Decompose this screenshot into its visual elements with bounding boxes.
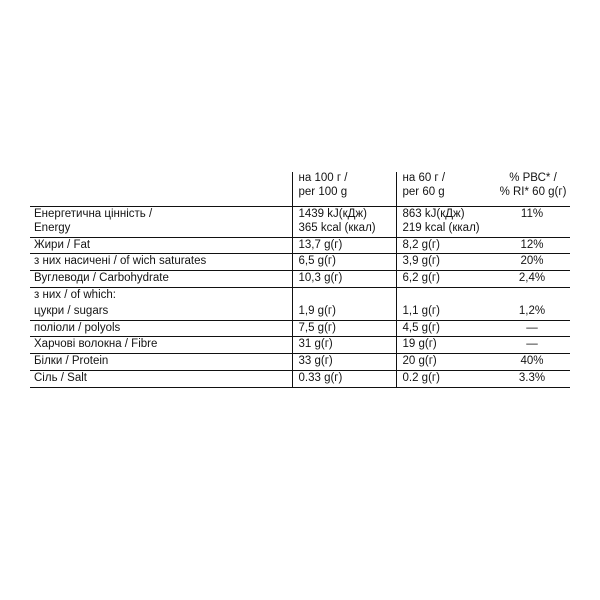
row-value-per-100g xyxy=(292,207,396,238)
table-row xyxy=(30,237,570,254)
row-value-line2: 219 kcal (ккал) xyxy=(402,221,480,234)
table-row xyxy=(30,254,570,271)
header-per-100g-line1: на 100 г / xyxy=(298,172,348,184)
row-label-line2: Energy xyxy=(34,221,71,234)
row-value-ri: 11% xyxy=(492,207,570,238)
header-ri-line2: % RI* 60 g(г) xyxy=(499,185,567,198)
table-row xyxy=(30,354,570,371)
row-value-per-60g: 19 g(г) xyxy=(396,337,492,354)
header-ri-line1: % РВС* / xyxy=(509,172,557,184)
row-value-ri: 1,2% xyxy=(492,304,570,320)
row-value-per-60g: 4,5 g(г) xyxy=(396,320,492,337)
header-cell-name xyxy=(30,172,292,207)
row-value-per-60g: 1,1 g(г) xyxy=(396,304,492,320)
row-value-line2: 365 kcal (ккал) xyxy=(298,221,376,234)
row-value-per-100g: 7,5 g(г) xyxy=(292,320,396,337)
row-label-protein: Білки / Protein xyxy=(30,354,292,371)
row-label-fat: Жири / Fat xyxy=(30,237,292,254)
table-row xyxy=(30,304,570,320)
row-label-sugars: цукри / sugars xyxy=(30,304,292,320)
header-per-60g-line2: per 60 g xyxy=(402,185,445,198)
row-label-carbohydrate: Вуглеводи / Carbohydrate xyxy=(30,271,292,288)
row-value-per-100g: 13,7 g(г) xyxy=(292,237,396,254)
row-value-per-60g: 3,9 g(г) xyxy=(396,254,492,271)
row-value-per-100g: 6,5 g(г) xyxy=(292,254,396,271)
table-row xyxy=(30,271,570,288)
row-value-line1: 1439 kJ(кДж) xyxy=(298,208,367,220)
header-cell-per-100g xyxy=(292,172,396,207)
row-value-per-100g: 31 g(г) xyxy=(292,337,396,354)
row-value-per-60g xyxy=(396,287,492,303)
row-value-per-100g: 0.33 g(г) xyxy=(292,370,396,387)
row-value-ri xyxy=(492,287,570,303)
row-value-ri: 20% xyxy=(492,254,570,271)
row-value-per-60g: 20 g(г) xyxy=(396,354,492,371)
row-value-ri: 12% xyxy=(492,237,570,254)
nutrition-table xyxy=(30,172,570,388)
row-label-line1: Енергетична цінність / xyxy=(34,208,153,220)
table-header-row xyxy=(30,172,570,207)
row-value-ri: 2,4% xyxy=(492,271,570,288)
header-per-60g-line1: на 60 г / xyxy=(402,172,446,184)
row-value-ri: — xyxy=(492,320,570,337)
row-value-ri: 40% xyxy=(492,354,570,371)
row-value-per-60g xyxy=(396,207,492,238)
table-row xyxy=(30,287,570,303)
row-value-per-100g: 10,3 g(г) xyxy=(292,271,396,288)
row-value-ri: — xyxy=(492,337,570,354)
row-value-ri: 3.3% xyxy=(492,370,570,387)
row-label-energy xyxy=(30,207,292,238)
header-per-100g-line2: per 100 g xyxy=(298,185,348,198)
row-label-salt: Сіль / Salt xyxy=(30,370,292,387)
nutrition-table-container xyxy=(30,172,570,388)
row-label-polyols: поліоли / polyols xyxy=(30,320,292,337)
row-value-per-100g: 1,9 g(г) xyxy=(292,304,396,320)
table-row xyxy=(30,320,570,337)
table-row xyxy=(30,337,570,354)
row-value-per-60g: 6,2 g(г) xyxy=(396,271,492,288)
header-cell-reference-intake xyxy=(492,172,570,207)
row-label-saturates: з них насичені / of wich saturates xyxy=(30,254,292,271)
row-label-of-which: з них / of which: xyxy=(34,288,116,301)
row-value-line1: 863 kJ(кДж) xyxy=(402,208,465,220)
row-value-per-60g: 0.2 g(г) xyxy=(396,370,492,387)
header-cell-per-60g xyxy=(396,172,492,207)
row-label-fibre: Харчові волокна / Fibre xyxy=(30,337,292,354)
row-value-per-60g: 8,2 g(г) xyxy=(396,237,492,254)
row-value-per-100g xyxy=(292,287,396,303)
table-row xyxy=(30,207,570,238)
row-value-per-100g: 33 g(г) xyxy=(292,354,396,371)
table-row xyxy=(30,370,570,387)
